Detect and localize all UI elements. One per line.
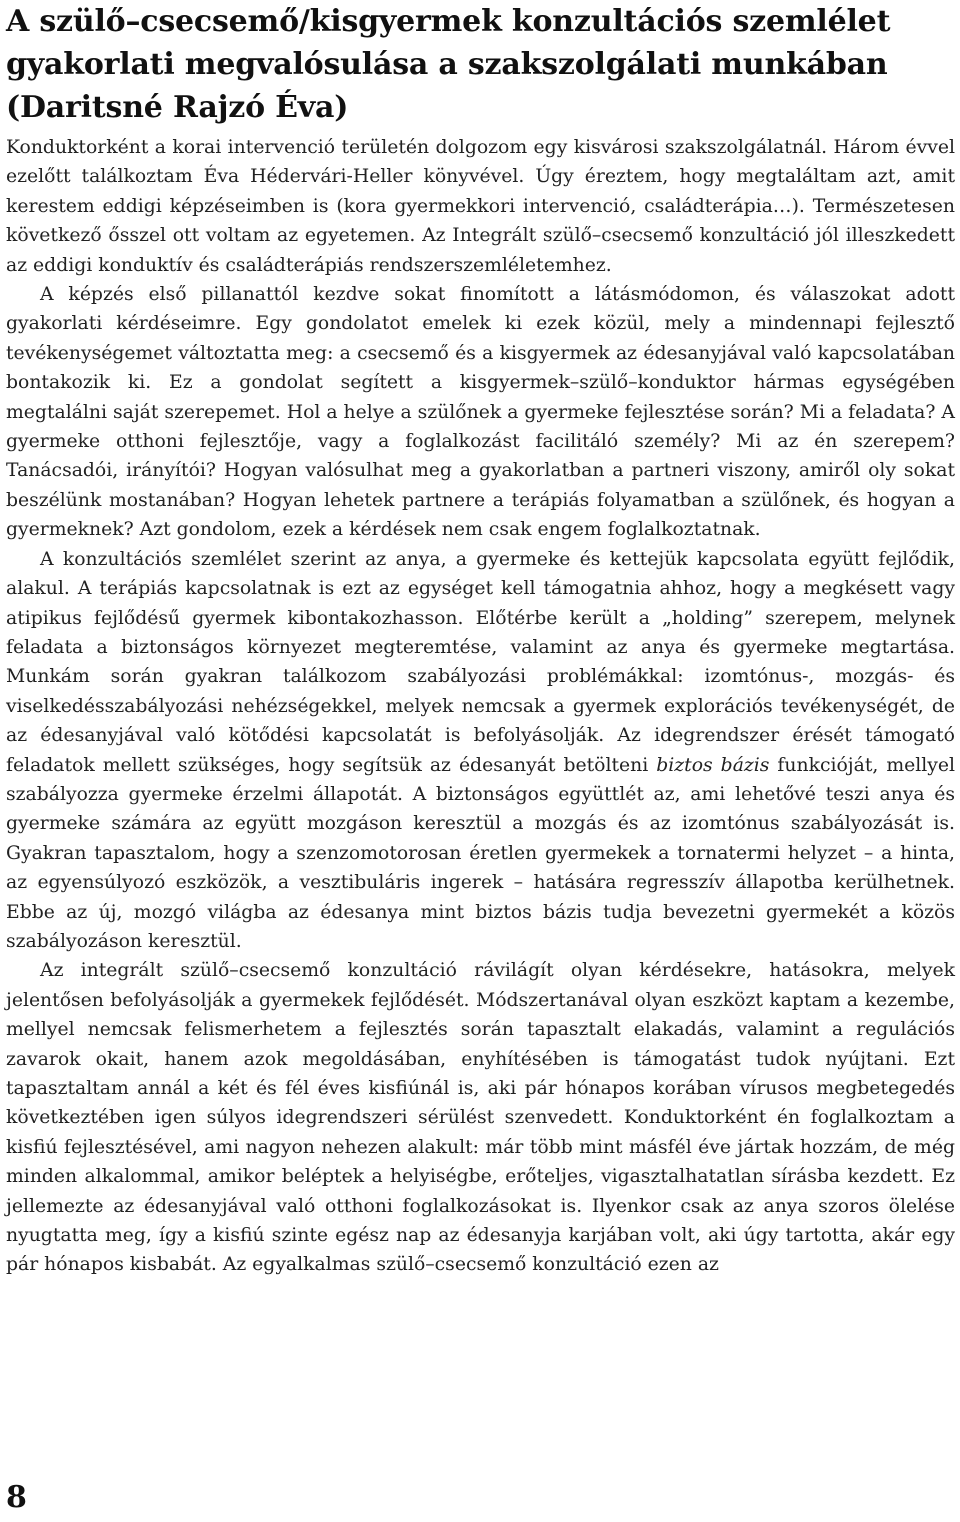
paragraph-text: Az integrált szülő–csecsemő konzultáció rávilágít olyan kérdésekre, hatásokra, melyek jelentősen befolyásolják a gyermekek fejlődését. Módszertanával olyan eszközt kaptam a kezembe, mellyel nemcsak felismerhetem a fejlesztés során tapasztalt elakadás, valamint a regulációs zavarok okait, hanem azok megoldásában, enyhítésében is támogatást tudok nyújtani. Ezt tapasztaltam annál a két és fél éves kisfiúnál is, aki pár hónapos korában vírusos megbetegedés következtében igen súlyos idegrendszeri sérülést szenvedett. Konduktorként én foglalkoztam a kisfiú fejlesztésével, ami nagyon nehezen alakult: már több mint másfél éve jártak hozzám, de még minden alkalommal, amikor beléptek a helyiségbe, erőteljes, vigasztalhatatlan sírásba kezdett. Ez jellemezte az édesanyjával való otthoni foglalkozásokat is. Ilyenkor csak az anya szoros ölelése nyugtatta meg, így a kisfiú szinte egész nap az édesanyja karjában volt, aki úgy tartotta, akár egy pár hónapos kisbabát. Az egyalkalmas szülő–csecsemő konzultáció ezen az: [6, 960, 955, 1276]
article-body: [6, 133, 955, 1280]
paragraph-text: Konduktorként a korai intervenció területén dolgozom egy kisvárosi szakszolgálatnál. Három évvel ezelőtt találkoztam Éva Hédervári-Heller könyvével. Úgy éreztem, hogy megtaláltam azt, amit kerestem eddigi képzéseimben is (kora gyermekkori intervenció, családterápia…). Természetesen következő ősszel ott voltam az egyetemen. Az Integrált szülő–csecsemő konzultáció jól illeszkedett az eddigi konduktív és családterápiás rendszerszemléletemhez.: [6, 137, 955, 276]
article-title: A szülő–csecsemő/kisgyermek konzultációs szemlélet gyakorlati megvalósulása a szakszolgálati munkában (Daritsné Rajzó Éva): [6, 4, 891, 125]
paragraph-3: [6, 545, 955, 957]
document-page: [6, 0, 955, 1280]
paragraph-text: A konzultációs szemlélet szerint az anya, a gyermeke és kettejük kapcsolata együtt fejlődik, alakul. A terápiás kapcsolatnak is ezt az egységet kell támogatnia ahhoz, hogy a megkésett vagy atipikus fejlődésű gyermek kibontakozhasson. Előtérbe került a „holding” szerepem, melynek feladata a biztonságos környezet megteremtése, valamint az anya és gyermeke megtartása. Munkám során gyakran találkozom szabályozási problémákkal: izomtónus-, mozgás- és viselkedésszabályozási nehézségekkel, melyek nemcsak a gyermek explorációs tevékenységét, de az édesanyjával való kötődési kapcsolatát is befolyásolják. Az idegrendszer érését támogató feladatok mellett szükséges, hogy segítsük az édesanyát betölteni: [6, 548, 955, 776]
paragraph-4: [6, 956, 955, 1279]
paragraph-1: [6, 133, 955, 280]
page-number: 8: [6, 1480, 27, 1515]
paragraph-text: A képzés első pillanattól kezdve sokat finomított a látásmódomon, és válaszokat adott gyakorlati kérdéseimre. Egy gondolatot emelek ki ezek közül, mely a mindennapi fejlesztő tevékenységemet változtatta meg: a csecsemő és a kisgyermek az édesanyjával való kapcsolatában bontakozik ki. Ez a gondolat segített a kisgyermek–szülő–konduktor hármas egységében megtalálni saját szerepemet. Hol a helye a szülőnek a gyermeke fejlesztése során? Mi a feladata? A gyermeke otthoni fejlesztője, vagy a foglalkozást facilitáló személy? Mi az én szerepem? Tanácsadói, irányítói? Hogyan valósulhat meg a gyakorlatban a partneri viszony, amiről oly sokat beszélünk mostanában? Hogyan lehetek partnere a terápiás folyamatban a szülőnek, és hogyan a gyermeknek? Azt gondolom, ezek a kérdések nem csak engem foglalkoztatnak.: [6, 284, 955, 541]
paragraph-2: [6, 280, 955, 545]
italic-term-biztos-bazis: biztos bázis: [656, 754, 770, 776]
paragraph-text: funkcióját, mellyel szabályozza gyermeke érzelmi állapotát. A biztonságos együttlét az, ami lehetővé teszi anya és gyermeke számára az együtt mozgáson keresztül a mozgás és az izomtónus szabályozását is. Gyakran tapasztalom, hogy a szenzomotorosan éretlen gyermekek a tornatermi helyzet – a hinta, az egyensúlyozó eszközök, a vesztibuláris ingerek – hatására regresszív állapotba kerülhetnek. Ebbe az új, mozgó világba az édesanya mint biztos bázis tudja bevezetni gyermekét a közös szabályozáson keresztül.: [6, 754, 955, 952]
